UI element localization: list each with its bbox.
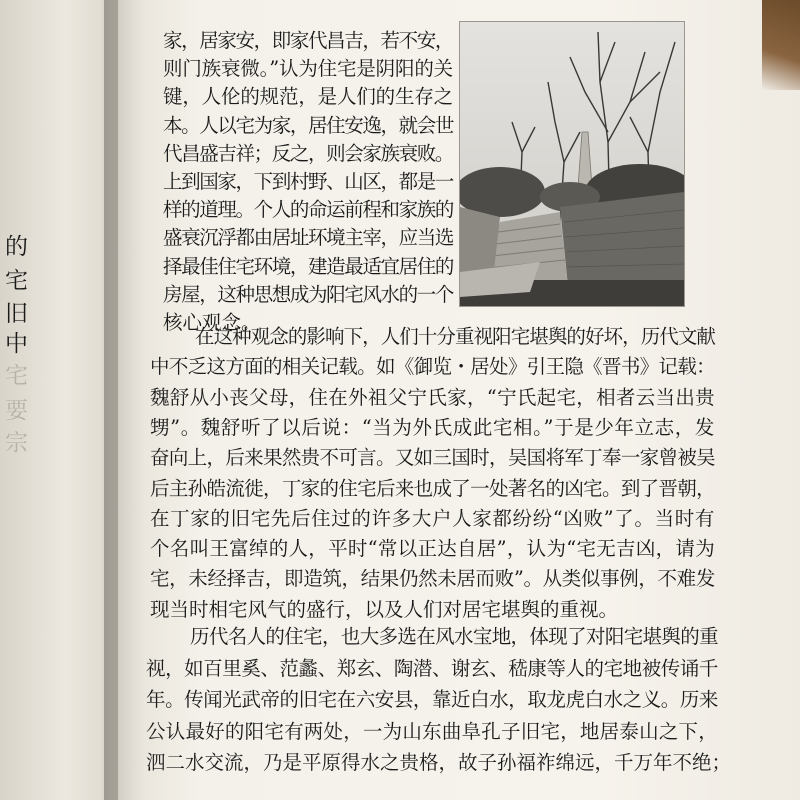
text-line: 择最佳住宅环境，建造最适宜居住的	[163, 254, 453, 278]
text-line: 键，人伦的规范，是人们的生存之	[163, 85, 453, 109]
text-line: 年。传闻光武帝的旧宅在六安县，靠近白水，取龙虎白水之义。历来	[146, 688, 718, 711]
left-page-char: 宅	[5, 363, 28, 389]
text-line: 魏舒从小丧父母，住在外祖父宁氏家，“宁氏起宅，相者云当出贵	[150, 385, 715, 409]
left-page-char: 宗	[5, 430, 28, 456]
photo	[460, 22, 684, 306]
book-gutter-shadow	[104, 0, 144, 800]
text-line: 则门族衰微。”认为住宅是阴阳的关	[163, 57, 453, 81]
left-page-text-column	[0, 0, 118, 800]
text-line: 历代名人的住宅，也大多选在风水宝地，体现了对阳宅堪舆的重	[190, 625, 718, 648]
text-line: 现当时相宅风气的盛行，以及人们对居宅堪舆的重视。	[150, 597, 619, 621]
text-line: 奋向上，后来果然贵不可言。又如三国时，吴国将军丁奉一家曾被吴	[150, 446, 715, 470]
text-line: 中不乏这方面的相关记载。如《御览・居处》引王隐《晋书》记载：	[150, 355, 715, 379]
left-page-char: 宅	[5, 268, 28, 294]
photo-image	[460, 22, 684, 306]
text-line: 核心观念。	[163, 311, 261, 334]
text-line: 个名叫王富绰的人，平时“常以正达自居”，认为“宅无吉凶，请为	[150, 537, 715, 561]
text-line: 本。人以宅为家，居住安逸，就会世	[163, 113, 453, 137]
left-page-char: 旧	[5, 301, 28, 327]
text-line: 宅，未经择吉，即造筑，结果仍然未居而败”。从类似事例，不难发	[150, 567, 715, 591]
text-line: 上到国家，下到村野、山区，都是一	[163, 170, 453, 193]
text-line: 盛衰沉浮都由居址环境主宰，应当选	[163, 226, 453, 250]
text-line: 公认最好的阳宅有两处，一为山东曲阜孔子旧宅，地居泰山之下，	[146, 719, 718, 743]
text-line: 样的道理。个人的命运前程和家族的	[163, 198, 453, 222]
text-line: 家，居家安，即家代昌吉，若不安，	[163, 29, 453, 52]
text-line: 在丁家的旧宅先后住过的许多大户人家都纷纷“凶败”了。当时有	[150, 506, 715, 530]
text-line: 视，如百里奚、范蠡、郑玄、陶潜、谢玄、嵇康等人的宅地被传诵千	[146, 656, 718, 680]
text-line: 泗二水交流，乃是平原得水之贵格，故子孙福祚绵远，千万年不绝；	[146, 751, 732, 774]
left-page-char: 要	[5, 398, 28, 424]
table-edge	[762, 0, 800, 90]
text-line: 房屋，这种思想成为阳宅风水的一个	[163, 282, 453, 306]
left-page-char: 的	[5, 234, 28, 260]
text-line: 甥”。魏舒听了以后说：“当为外氏成此宅相。”于是少年立志，发	[150, 415, 715, 439]
text-line: 后主孙皓流徙，丁家的住宅后来也成了一处著名的凶宅。到了晋朝，	[150, 476, 715, 500]
text-line: 代昌盛吉祥；反之，则会家族衰败。	[163, 141, 453, 165]
left-page-char: 中	[5, 331, 28, 357]
text-line: 在这种观念的影响下，人们十分重视阳宅堪舆的好坏，历代文献	[195, 325, 715, 348]
